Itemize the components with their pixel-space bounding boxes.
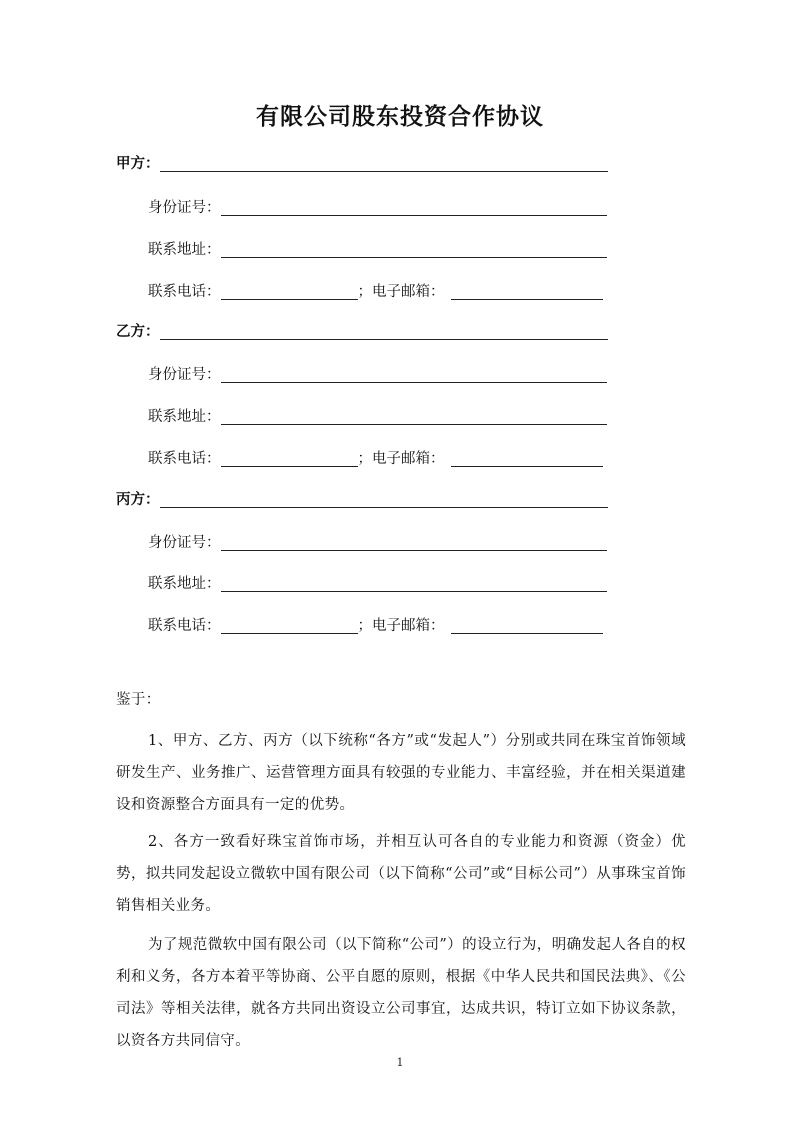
party-a-id-blank[interactable]: [221, 199, 607, 216]
party-c-label: 丙方：: [116, 492, 160, 508]
party-b-id-label: 身份证号：: [148, 367, 221, 383]
party-b-name-blank[interactable]: [160, 323, 608, 340]
party-a-address-label: 联系地址：: [148, 242, 221, 258]
clause-1-text: 1、甲方、乙方、丙方（以下统称“各方”或“发起人”）分别或共同在珠宝首饰领域研发生产、业务推广、运营管理方面具有较强的专业能力、丰富经验，并在相关渠道建设和资源整合方面具有一定的优势。: [116, 733, 686, 813]
party-b-row: [116, 318, 608, 342]
clause-2: [116, 826, 686, 922]
party-b-id-row: [148, 361, 607, 385]
party-b-address-blank[interactable]: [221, 408, 607, 425]
preamble-paragraph: [116, 929, 686, 1057]
party-b-label: 乙方：: [116, 324, 160, 340]
party-c-phone-blank[interactable]: [221, 617, 358, 634]
party-c-address-blank[interactable]: [221, 575, 607, 592]
party-c-semicolon: ；: [357, 618, 372, 634]
party-c-email-blank[interactable]: [451, 617, 603, 634]
party-a-contact-row: [148, 278, 603, 302]
clause-1: [116, 725, 686, 821]
party-a-semicolon: ；: [357, 284, 372, 300]
party-a-name-blank[interactable]: [160, 155, 608, 172]
clause-2-text: 2、各方一致看好珠宝首饰市场，并相互认可各自的专业能力和资源（资金）优势，拟共同发起设立微软中国有限公司（以下简称“公司”或“目标公司”）从事珠宝首饰销售相关业务。: [116, 834, 686, 914]
party-b-address-label: 联系地址：: [148, 409, 221, 425]
party-c-phone-label: 联系电话：: [148, 618, 221, 634]
party-a-email-blank[interactable]: [451, 283, 603, 300]
party-a-id-row: [148, 194, 607, 218]
party-c-id-blank[interactable]: [221, 534, 607, 551]
party-a-address-row: [148, 236, 607, 260]
party-b-contact-row: [148, 445, 603, 469]
party-a-phone-blank[interactable]: [221, 283, 358, 300]
party-b-email-label: 电子邮箱：: [372, 451, 445, 467]
party-c-id-row: [148, 529, 607, 553]
party-c-row: [116, 486, 608, 510]
party-b-address-row: [148, 403, 607, 427]
party-b-id-blank[interactable]: [221, 366, 607, 383]
party-a-phone-label: 联系电话：: [148, 284, 221, 300]
party-a-row: [116, 150, 608, 174]
party-c-address-label: 联系地址：: [148, 576, 221, 592]
whereas-heading: [116, 684, 686, 716]
party-c-email-label: 电子邮箱：: [372, 618, 445, 634]
party-b-phone-blank[interactable]: [221, 450, 358, 467]
party-c-address-row: [148, 570, 607, 594]
page-number: 1: [396, 1056, 404, 1069]
party-b-semicolon: ；: [357, 451, 372, 467]
preamble-text: 为了规范微软中国有限公司（以下简称“公司”）的设立行为，明确发起人各自的权利和义务，各方本着平等协商、公平自愿的原则，根据《中华人民共和国民法典》、《公司法》等相关法律，就各方共同出资设立公司事宜，达成共识，特订立如下协议条款，以资各方共同信守。: [116, 937, 686, 1049]
party-b-email-blank[interactable]: [451, 450, 603, 467]
party-c-contact-row: [148, 612, 603, 636]
document-title: 有限公司股东投资合作协议: [256, 104, 544, 130]
party-a-label: 甲方：: [116, 156, 160, 172]
party-c-name-blank[interactable]: [160, 491, 608, 508]
party-a-email-label: 电子邮箱：: [372, 284, 445, 300]
party-c-id-label: 身份证号：: [148, 535, 221, 551]
whereas-label: 鉴于：: [116, 692, 161, 708]
party-b-phone-label: 联系电话：: [148, 451, 221, 467]
party-a-address-blank[interactable]: [221, 241, 607, 258]
party-a-id-label: 身份证号：: [148, 200, 221, 216]
